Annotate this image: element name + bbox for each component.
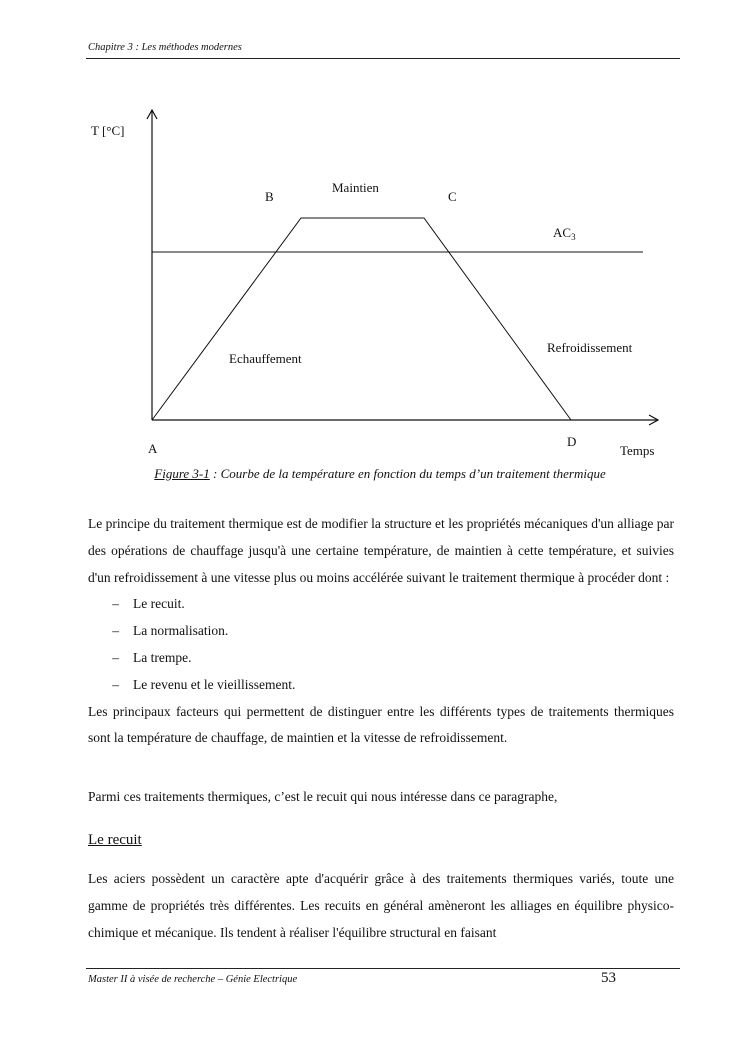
list-item — [88, 618, 674, 645]
footer-divider — [86, 968, 680, 969]
list-item-text: La normalisation. — [133, 623, 229, 639]
running-header: Chapitre 3 : Les méthodes modernes — [88, 42, 242, 53]
body-paragraph-1-block — [88, 511, 674, 752]
list-dash: – — [112, 649, 119, 665]
section-title: Le recuit — [88, 832, 142, 848]
treatment-list — [88, 591, 674, 698]
caption-text: : Courbe de la température en fonction du temps d’un traitement thermique — [209, 466, 606, 481]
running-footer: Master II à visée de recherche – Génie Electrique — [88, 974, 298, 985]
point-b-label: B — [265, 189, 274, 204]
page-number: 53 — [601, 970, 616, 986]
temperature-curve — [152, 218, 571, 420]
x-axis-label: Temps — [620, 443, 655, 458]
list-item-text: La trempe. — [133, 649, 192, 665]
header-divider — [86, 58, 680, 59]
paragraph-recuit-text: Les aciers possèdent un caractère apte d'acquérir grâce à des traitements thermiques variés, toute une gamme de propriétés très différentes. Les recuits en général amèneront les alliages en équilibre physico-chimique et mécanique. Ils tendent à réaliser l'équilibre structural en faisant — [88, 871, 674, 940]
list-item — [88, 645, 674, 672]
cooling-label: Refroidissement — [547, 340, 633, 355]
paragraph-intro-recuit-text: Parmi ces traitements thermiques, c’est le recuit qui nous intéresse dans ce paragraphe, — [88, 789, 558, 804]
list-item — [88, 672, 674, 699]
paragraph-principle: Le principe du traitement thermique est de modifier la structure et les propriétés mécaniques d'un alliage par des opérations de chauffage jusqu'à une certaine température, de maintien à cette température, et suivies d'un refroidissement à une vitesse plus ou moins accélérée suivant le traitement thermique à procéder dont : — [88, 516, 674, 585]
paragraph-intro-recuit — [88, 784, 674, 811]
heating-label: Echauffement — [229, 351, 302, 366]
point-c-label: C — [448, 189, 457, 204]
point-d-label: D — [567, 434, 577, 449]
figure-number: Figure 3-1 — [154, 466, 210, 481]
ac3-label: $AC_3$ — [553, 225, 576, 242]
list-dash: – — [112, 596, 119, 612]
list-item-text: Le revenu et le vieillissement. — [133, 676, 296, 692]
list-dash: – — [112, 623, 119, 639]
paragraph-factors: Les principaux facteurs qui permettent de distinguer entre les différents types de traitements thermiques sont la température de chauffage, de maintien et la vitesse de refroidissement. — [88, 703, 674, 746]
list-dash: – — [112, 676, 119, 692]
point-a-label: A — [148, 441, 158, 456]
temperature-time-diagram — [0, 100, 745, 462]
paragraph-recuit — [88, 866, 674, 946]
list-item-text: Le recuit. — [133, 596, 185, 612]
list-item — [88, 591, 674, 618]
y-axis-label: T [°C] — [91, 123, 125, 138]
figure-caption — [0, 466, 745, 482]
holding-label: Maintien — [332, 180, 379, 195]
